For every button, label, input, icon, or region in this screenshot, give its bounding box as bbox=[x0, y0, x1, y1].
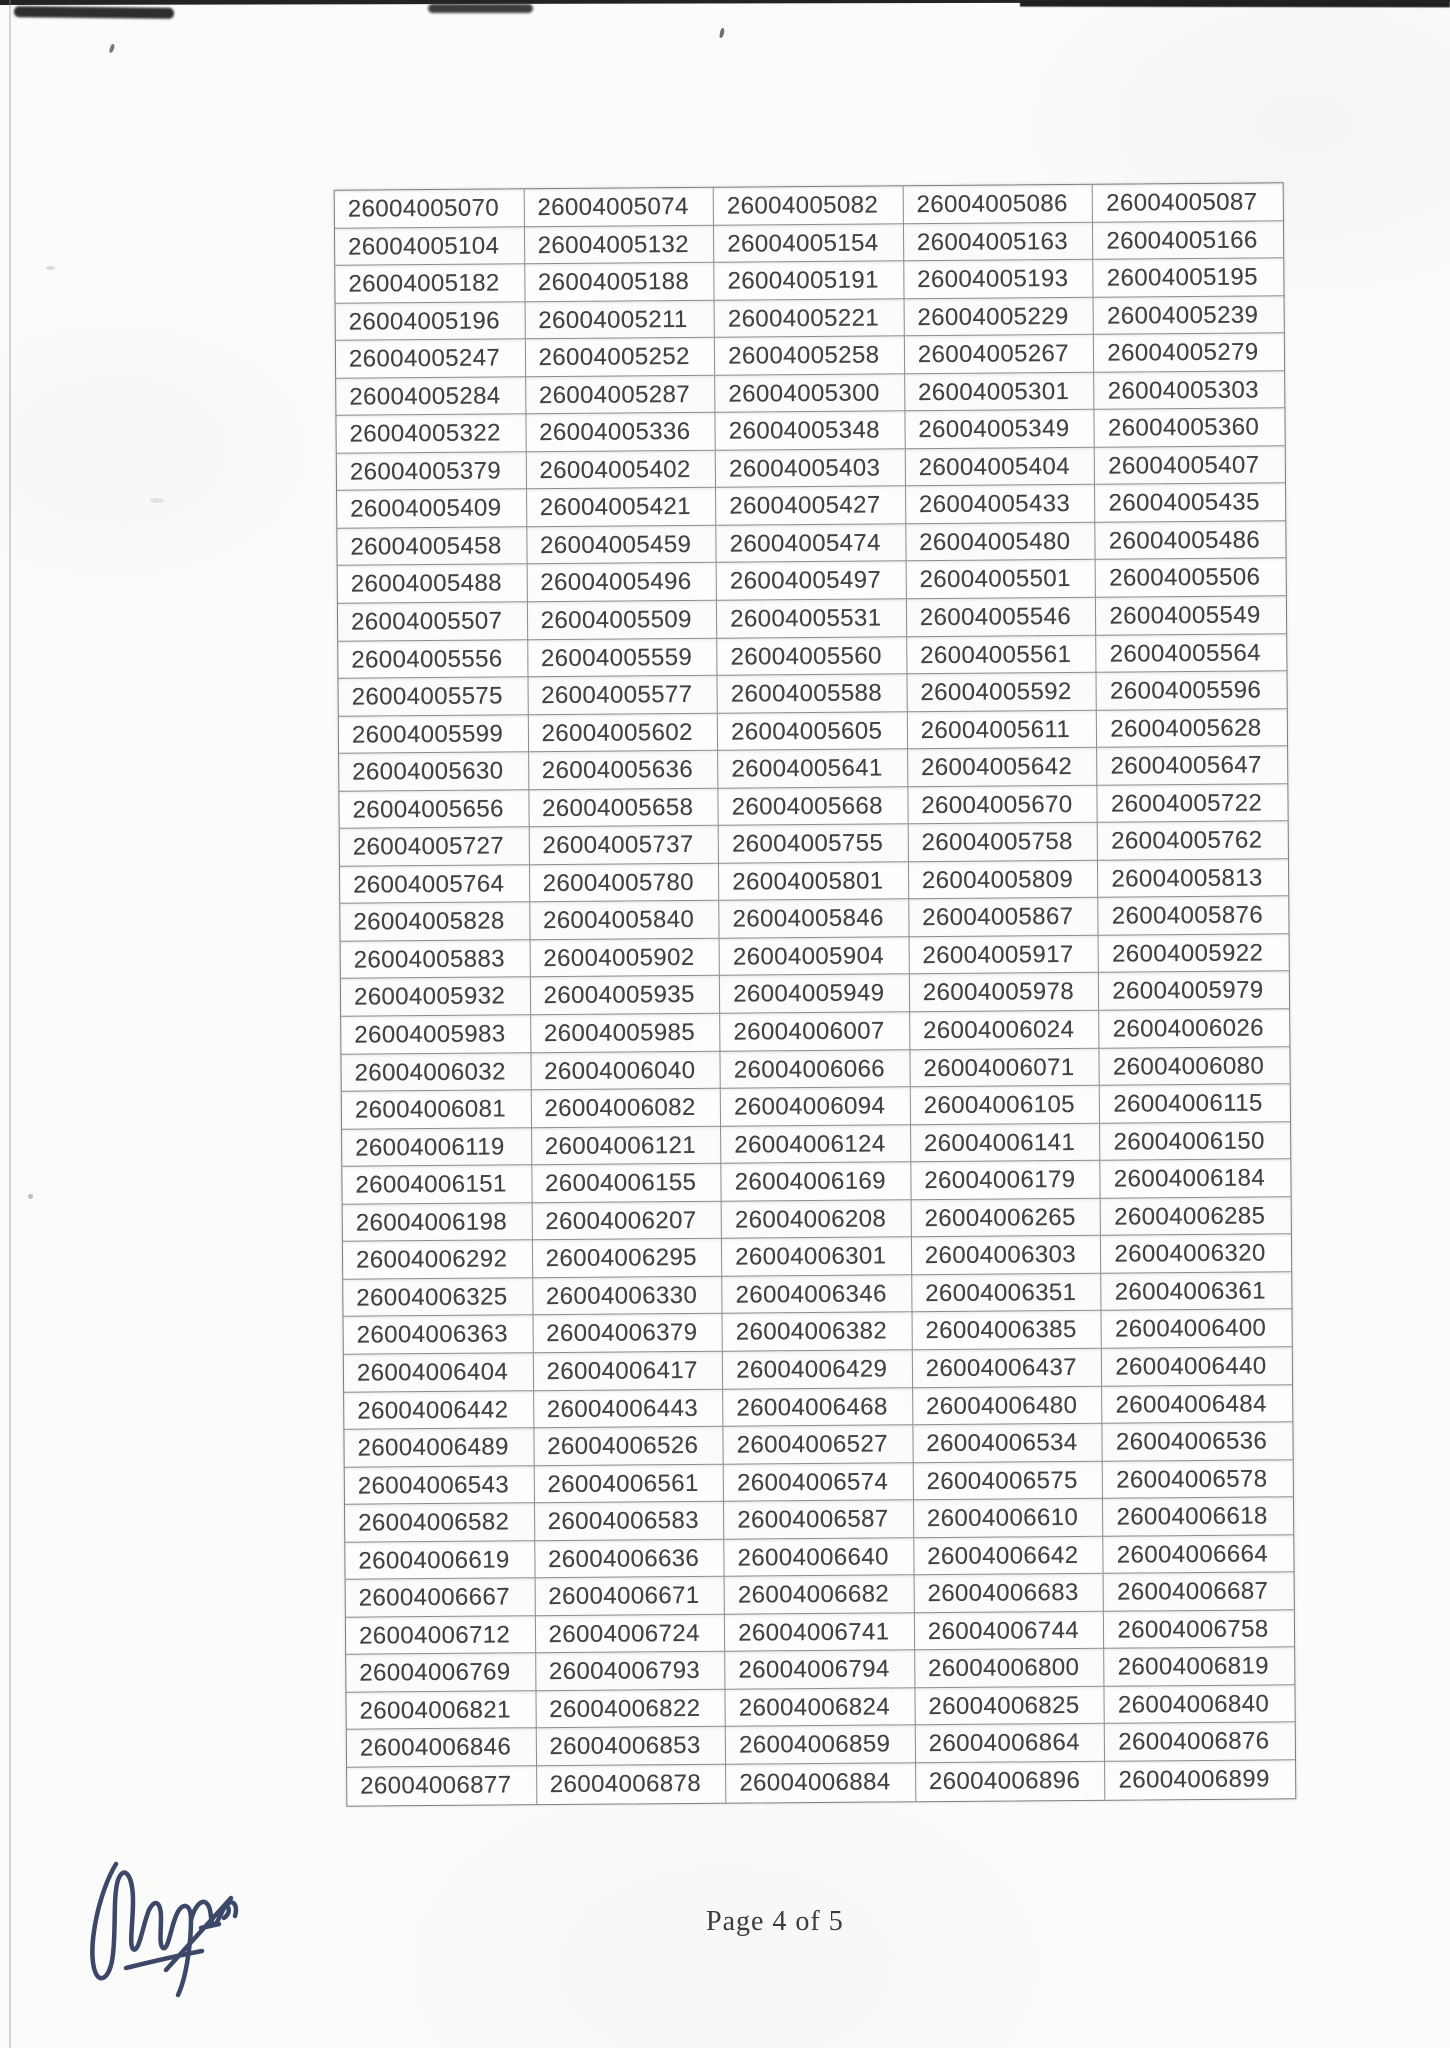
roll-number-cell: 26004006536 bbox=[1103, 1422, 1293, 1461]
roll-number-cell: 26004006846 bbox=[347, 1729, 537, 1768]
roll-number-cell: 26004005983 bbox=[341, 1015, 531, 1054]
roll-number-cell: 26004005628 bbox=[1097, 709, 1287, 748]
roll-number-cell: 26004006361 bbox=[1102, 1272, 1292, 1311]
roll-number-cell: 26004005221 bbox=[715, 299, 905, 338]
roll-number-cell: 26004005154 bbox=[714, 224, 904, 263]
roll-number-cell: 26004005349 bbox=[905, 410, 1095, 449]
roll-number-cell: 26004005642 bbox=[908, 748, 1098, 787]
roll-number-cell: 26004005840 bbox=[530, 901, 720, 940]
roll-number-cell: 26004005480 bbox=[906, 523, 1096, 562]
roll-number-cell: 26004005985 bbox=[531, 1014, 721, 1053]
roll-number-cell: 26004005132 bbox=[525, 225, 715, 264]
roll-number-cell: 26004006825 bbox=[915, 1687, 1105, 1726]
roll-number-cell: 26004005459 bbox=[527, 526, 717, 565]
roll-number-cell: 26004006744 bbox=[915, 1612, 1105, 1651]
roll-number-cell: 26004005182 bbox=[335, 264, 525, 303]
roll-number-cell: 26004006793 bbox=[536, 1652, 726, 1691]
roll-number-cell: 26004006878 bbox=[537, 1765, 727, 1804]
roll-number-cell: 26004005556 bbox=[338, 640, 528, 679]
roll-number-cell: 26004006610 bbox=[914, 1499, 1104, 1538]
roll-number-cell: 26004005904 bbox=[720, 937, 910, 976]
roll-number-cell: 26004006468 bbox=[723, 1388, 913, 1427]
roll-number-cell: 26004006295 bbox=[533, 1239, 723, 1278]
roll-number-cell: 26004006141 bbox=[911, 1123, 1101, 1162]
roll-number-cell: 26004006024 bbox=[910, 1011, 1100, 1050]
roll-number-cell: 26004005801 bbox=[719, 862, 909, 901]
roll-number-cell: 26004005501 bbox=[906, 560, 1096, 599]
roll-number-cell: 26004005560 bbox=[717, 637, 907, 676]
roll-number-cell: 26004005258 bbox=[715, 336, 905, 375]
roll-number-cell: 26004006489 bbox=[344, 1428, 534, 1467]
roll-number-cell: 26004005163 bbox=[904, 222, 1094, 261]
roll-number-cell: 26004005979 bbox=[1099, 972, 1289, 1011]
roll-number-cell: 26004005211 bbox=[525, 300, 715, 339]
roll-number-cell: 26004005435 bbox=[1095, 484, 1285, 523]
roll-number-cell: 26004006169 bbox=[722, 1162, 912, 1201]
roll-number-cell: 26004005082 bbox=[714, 186, 904, 225]
roll-number-cell: 26004005602 bbox=[528, 713, 718, 752]
roll-number-cell: 26004005564 bbox=[1097, 634, 1287, 673]
roll-number-cell: 26004005433 bbox=[906, 485, 1096, 524]
roll-number-cell: 26004006385 bbox=[912, 1311, 1102, 1350]
scan-speck bbox=[46, 266, 55, 270]
roll-number-cell: 26004005876 bbox=[1099, 897, 1289, 936]
roll-number-cell: 26004006618 bbox=[1103, 1497, 1293, 1536]
roll-number-cell: 26004005599 bbox=[339, 715, 529, 754]
roll-number-cell: 26004006712 bbox=[346, 1616, 536, 1655]
roll-number-cell: 26004005809 bbox=[909, 861, 1099, 900]
roll-number-cell: 26004005360 bbox=[1095, 409, 1285, 448]
roll-number-cell: 26004005737 bbox=[529, 826, 719, 865]
roll-number-cell: 26004006382 bbox=[723, 1313, 913, 1352]
roll-number-cell: 26004006301 bbox=[722, 1238, 912, 1277]
roll-number-cell: 26004005074 bbox=[524, 188, 714, 227]
roll-number-cell: 26004005867 bbox=[909, 898, 1099, 937]
roll-number-cell: 26004006527 bbox=[724, 1425, 914, 1464]
roll-number-cell: 26004005668 bbox=[719, 787, 909, 826]
roll-number-cell: 26004005193 bbox=[904, 260, 1094, 299]
roll-number-cell: 26004005577 bbox=[528, 676, 718, 715]
roll-number-cell: 26004006124 bbox=[721, 1125, 911, 1164]
roll-number-cell: 26004006822 bbox=[536, 1690, 726, 1729]
roll-number-cell: 26004005605 bbox=[718, 712, 908, 751]
roll-number-cell: 26004005670 bbox=[908, 786, 1098, 825]
roll-number-cell: 26004006032 bbox=[341, 1053, 531, 1092]
roll-number-cell: 26004006080 bbox=[1100, 1047, 1290, 1086]
roll-number-cell: 26004005409 bbox=[337, 490, 527, 529]
roll-number-cell: 26004006859 bbox=[726, 1726, 916, 1765]
roll-number-cell: 26004005458 bbox=[337, 527, 527, 566]
roll-number-cell: 26004005229 bbox=[904, 297, 1094, 336]
roll-number-cell: 26004006819 bbox=[1105, 1648, 1295, 1687]
roll-number-cell: 26004006667 bbox=[346, 1578, 536, 1617]
roll-number-cell: 26004005421 bbox=[527, 488, 717, 527]
roll-number-cell: 26004005506 bbox=[1096, 559, 1286, 598]
roll-number-cell: 26004006417 bbox=[533, 1352, 723, 1391]
roll-number-cell: 26004006840 bbox=[1105, 1685, 1295, 1724]
roll-number-cell: 26004006724 bbox=[535, 1615, 725, 1654]
roll-number-cell: 26004005546 bbox=[907, 598, 1097, 637]
roll-number-cell: 26004005303 bbox=[1095, 371, 1285, 410]
roll-number-cell: 26004006292 bbox=[343, 1241, 533, 1280]
roll-number-cell: 26004005758 bbox=[908, 823, 1098, 862]
roll-number-cell: 26004006151 bbox=[342, 1165, 532, 1204]
roll-number-cell: 26004005322 bbox=[336, 415, 526, 454]
roll-number-cell: 26004006363 bbox=[344, 1316, 534, 1355]
roll-number-cell: 26004006179 bbox=[911, 1161, 1101, 1200]
roll-number-cell: 26004005287 bbox=[526, 375, 716, 414]
roll-number-cell: 26004005641 bbox=[718, 749, 908, 788]
roll-number-cell: 26004005195 bbox=[1094, 258, 1284, 297]
roll-number-cell: 26004006040 bbox=[531, 1051, 721, 1090]
roll-number-cell: 26004005284 bbox=[336, 377, 526, 416]
roll-number-cell: 26004005575 bbox=[339, 677, 529, 716]
roll-number-cell: 26004005813 bbox=[1098, 859, 1288, 898]
scan-artifact-left-edge bbox=[9, 0, 11, 2048]
roll-number-cell: 26004005647 bbox=[1097, 746, 1287, 785]
roll-number-cell: 26004006671 bbox=[535, 1577, 725, 1616]
roll-number-cell: 26004006800 bbox=[915, 1649, 1105, 1688]
roll-number-cell: 26004005549 bbox=[1096, 596, 1286, 635]
signature bbox=[82, 1858, 332, 2008]
roll-number-cell: 26004005755 bbox=[719, 825, 909, 864]
roll-number-cell: 26004006115 bbox=[1100, 1084, 1290, 1123]
roll-number-cell: 26004006583 bbox=[535, 1502, 725, 1541]
roll-number-cell: 26004005336 bbox=[526, 413, 716, 452]
scan-artifact-smudge bbox=[14, 6, 174, 19]
roll-number-cell: 26004006440 bbox=[1102, 1347, 1292, 1386]
roll-number-cell: 26004005166 bbox=[1093, 221, 1283, 260]
roll-number-cell: 26004006664 bbox=[1104, 1535, 1294, 1574]
roll-number-cell: 26004005922 bbox=[1099, 934, 1289, 973]
roll-number-cell: 26004005828 bbox=[340, 903, 530, 942]
roll-number-cell: 26004005883 bbox=[341, 940, 531, 979]
roll-number-cell: 26004006853 bbox=[536, 1727, 726, 1766]
roll-number-cell: 26004005404 bbox=[906, 448, 1096, 487]
roll-number-cell: 26004006480 bbox=[913, 1386, 1103, 1425]
roll-number-cell: 26004006484 bbox=[1102, 1385, 1292, 1424]
roll-number-cell: 26004005486 bbox=[1096, 521, 1286, 560]
roll-number-cell: 26004005488 bbox=[338, 565, 528, 604]
roll-number-cell: 26004006899 bbox=[1105, 1760, 1295, 1799]
roll-number-cell: 26004006642 bbox=[914, 1536, 1104, 1575]
roll-number-cell: 26004005727 bbox=[340, 828, 530, 867]
roll-number-cell: 26004006683 bbox=[914, 1574, 1104, 1613]
roll-number-cell: 26004005239 bbox=[1094, 296, 1284, 335]
roll-number-cell: 26004006758 bbox=[1104, 1610, 1294, 1649]
roll-number-cell: 26004005780 bbox=[530, 864, 720, 903]
roll-number-cell: 26004006119 bbox=[342, 1128, 532, 1167]
roll-number-cell: 26004005407 bbox=[1095, 446, 1285, 485]
roll-number-cell: 26004006094 bbox=[721, 1087, 911, 1126]
roll-number-cell: 26004006320 bbox=[1101, 1235, 1291, 1274]
roll-number-cell: 26004005279 bbox=[1094, 333, 1284, 372]
roll-number-cell: 26004005087 bbox=[1093, 183, 1283, 222]
roll-number-cell: 26004005630 bbox=[339, 752, 529, 791]
roll-number-cell: 26004006769 bbox=[346, 1654, 536, 1693]
roll-number-cell: 26004005474 bbox=[717, 524, 907, 563]
roll-number-cell: 26004005656 bbox=[339, 790, 529, 829]
roll-number-cell: 26004006437 bbox=[913, 1349, 1103, 1388]
roll-number-cell: 26004006325 bbox=[343, 1278, 533, 1317]
roll-number-cell: 26004006794 bbox=[725, 1651, 915, 1690]
roll-number-cell: 26004005301 bbox=[905, 373, 1095, 412]
roll-number-cell: 26004005764 bbox=[340, 865, 530, 904]
roll-number-cell: 26004005917 bbox=[909, 936, 1099, 975]
roll-number-cell: 26004006208 bbox=[722, 1200, 912, 1239]
roll-number-cell: 26004005935 bbox=[530, 976, 720, 1015]
scan-speck bbox=[28, 1194, 33, 1199]
roll-number-cell: 26004006007 bbox=[720, 1012, 910, 1051]
roll-number-cell: 26004006543 bbox=[345, 1466, 535, 1505]
roll-number-cell: 26004006640 bbox=[724, 1538, 914, 1577]
roll-number-cell: 26004006105 bbox=[911, 1086, 1101, 1125]
roll-number-table bbox=[334, 182, 1297, 1806]
roll-number-cell: 26004006303 bbox=[912, 1236, 1102, 1275]
roll-number-cell: 26004006864 bbox=[916, 1724, 1106, 1763]
roll-number-cell: 26004005402 bbox=[526, 451, 716, 490]
roll-number-cell: 26004006198 bbox=[343, 1203, 533, 1242]
roll-number-cell: 26004006330 bbox=[533, 1277, 723, 1316]
roll-number-cell: 26004006582 bbox=[345, 1503, 535, 1542]
roll-number-cell: 26004006400 bbox=[1102, 1310, 1292, 1349]
roll-number-cell: 26004005252 bbox=[525, 338, 715, 377]
roll-number-cell: 26004005978 bbox=[910, 973, 1100, 1012]
roll-number-cell: 26004006877 bbox=[347, 1766, 537, 1805]
roll-number-cell: 26004005507 bbox=[338, 602, 528, 641]
roll-number-cell: 26004006155 bbox=[532, 1164, 722, 1203]
roll-number-cell: 26004006071 bbox=[910, 1048, 1100, 1087]
roll-number-cell: 26004005531 bbox=[717, 599, 907, 638]
roll-number-cell: 26004006587 bbox=[724, 1500, 914, 1539]
roll-number-cell: 26004005086 bbox=[903, 185, 1093, 224]
scan-speck bbox=[150, 498, 164, 503]
roll-number-cell: 26004005403 bbox=[716, 449, 906, 488]
roll-number-cell: 26004005611 bbox=[908, 710, 1098, 749]
roll-number-cell: 26004006184 bbox=[1101, 1159, 1291, 1198]
roll-number-cell: 26004005191 bbox=[714, 261, 904, 300]
roll-number-cell: 26004005379 bbox=[337, 452, 527, 491]
scan-speck bbox=[109, 44, 116, 54]
roll-number-cell: 26004005496 bbox=[527, 563, 717, 602]
roll-number-cell: 26004005846 bbox=[719, 900, 909, 939]
roll-number-cell: 26004005348 bbox=[716, 412, 906, 451]
roll-number-cell: 26004005247 bbox=[336, 339, 526, 378]
roll-number-cell: 26004006534 bbox=[913, 1424, 1103, 1463]
roll-number-cell: 26004006821 bbox=[346, 1691, 536, 1730]
roll-number-cell: 26004006442 bbox=[344, 1391, 534, 1430]
roll-number-cell: 26004006578 bbox=[1103, 1460, 1293, 1499]
roll-number-cell: 26004005070 bbox=[335, 189, 525, 228]
scan-speck bbox=[719, 28, 725, 39]
roll-number-cell: 26004006150 bbox=[1100, 1122, 1290, 1161]
roll-number-cell: 26004005188 bbox=[525, 263, 715, 302]
roll-number-cell: 26004005932 bbox=[341, 978, 531, 1017]
roll-number-cell: 26004006285 bbox=[1101, 1197, 1291, 1236]
roll-number-cell: 26004006429 bbox=[723, 1350, 913, 1389]
roll-number-cell: 26004006687 bbox=[1104, 1572, 1294, 1611]
roll-number-cell: 26004006443 bbox=[534, 1389, 724, 1428]
roll-number-cell: 26004005596 bbox=[1097, 671, 1287, 710]
roll-number-cell: 26004005497 bbox=[717, 562, 907, 601]
roll-number-cell: 26004005509 bbox=[528, 601, 718, 640]
roll-number-cell: 26004006082 bbox=[531, 1089, 721, 1128]
roll-number-cell: 26004006026 bbox=[1100, 1009, 1290, 1048]
roll-number-cell: 26004006896 bbox=[916, 1762, 1106, 1801]
roll-number-cell: 26004006741 bbox=[725, 1613, 915, 1652]
roll-number-cell: 26004005561 bbox=[907, 635, 1097, 674]
roll-number-cell: 26004006884 bbox=[726, 1763, 916, 1802]
roll-number-cell: 26004006351 bbox=[912, 1274, 1102, 1313]
roll-number-cell: 26004006081 bbox=[342, 1090, 532, 1129]
roll-number-cell: 26004006575 bbox=[913, 1461, 1103, 1500]
roll-number-cell: 26004005722 bbox=[1098, 784, 1288, 823]
roll-number-cell: 26004006207 bbox=[532, 1202, 722, 1241]
roll-number-cell: 26004006346 bbox=[722, 1275, 912, 1314]
roll-number-cell: 26004006265 bbox=[911, 1199, 1101, 1238]
roll-number-cell: 26004005104 bbox=[335, 227, 525, 266]
roll-number-cell: 26004005588 bbox=[718, 674, 908, 713]
roll-number-cell: 26004005559 bbox=[528, 638, 718, 677]
roll-number-cell: 26004005300 bbox=[715, 374, 905, 413]
roll-number-cell: 26004006561 bbox=[534, 1464, 724, 1503]
page-number: Page 4 of 5 bbox=[706, 1906, 844, 1937]
roll-number-cell: 26004005267 bbox=[905, 335, 1095, 374]
roll-number-cell: 26004006379 bbox=[533, 1314, 723, 1353]
roll-number-cell: 26004005636 bbox=[529, 751, 719, 790]
roll-number-cell: 26004005592 bbox=[907, 673, 1097, 712]
roll-number-cell: 26004006066 bbox=[721, 1050, 911, 1089]
scan-artifact-smudge bbox=[428, 4, 533, 13]
roll-number-cell: 26004006619 bbox=[345, 1541, 535, 1580]
roll-number-cell: 26004006636 bbox=[535, 1539, 725, 1578]
roll-number-cell: 26004006404 bbox=[344, 1353, 534, 1392]
roll-number-cell: 26004006824 bbox=[726, 1688, 916, 1727]
roll-number-cell: 26004005902 bbox=[530, 939, 720, 978]
roll-number-cell: 26004005196 bbox=[336, 302, 526, 341]
roll-number-cell: 26004005658 bbox=[529, 789, 719, 828]
scan-artifact-top-edge-right bbox=[1020, 1, 1450, 8]
roll-number-cell: 26004006526 bbox=[534, 1427, 724, 1466]
roll-number-cell: 26004006682 bbox=[725, 1575, 915, 1614]
roll-number-cell: 26004006121 bbox=[532, 1126, 722, 1165]
table-row bbox=[347, 1760, 1295, 1805]
roll-number-cell: 26004005427 bbox=[716, 487, 906, 526]
roll-number-cell: 26004006876 bbox=[1105, 1723, 1295, 1762]
roll-number-cell: 26004005762 bbox=[1098, 822, 1288, 861]
roll-number-cell: 26004006574 bbox=[724, 1463, 914, 1502]
roll-number-cell: 26004005949 bbox=[720, 975, 910, 1014]
